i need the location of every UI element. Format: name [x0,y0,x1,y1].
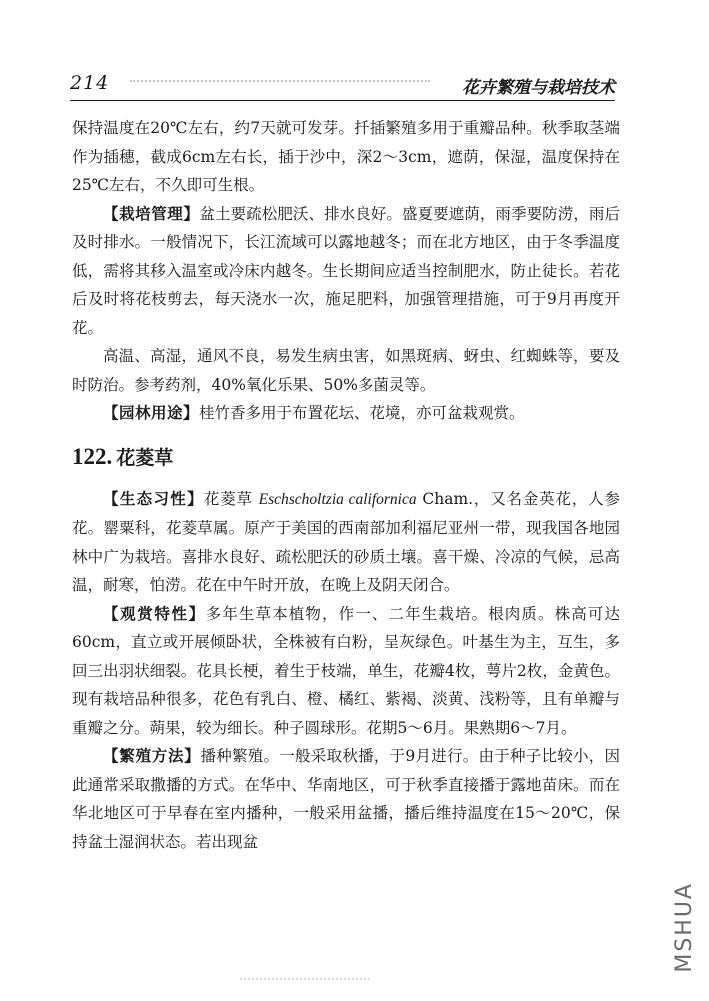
landscape-text: 桂竹香多用于布置花坛、花境，亦可盆栽观赏。 [199,404,525,422]
cultivation-paragraph [72,200,620,343]
ecology-text-before-latin: 花菱草 [203,489,253,508]
ornamental-label: 【观赏特性】 [103,604,206,623]
landscape-paragraph [72,399,620,428]
page-body [72,114,620,856]
intro-paragraph: 保持温度在20℃左右，约7天就可发芽。扦插繁殖多用于重瓣品种。秋季取茎端作为插穗，截成6cm左右长，插于沙中，深2～3cm，遮荫，保湿，温度保持在25℃左右，不久即可生根。 [72,119,620,194]
page-number: 214 [70,72,110,94]
ornamental-paragraph [72,600,620,743]
watermark: MSHUA [672,882,697,973]
propagation-text: 播种繁殖。一般采取秋播，于9月进行。由于种子比较小，因此通常采取撒播的方式。在华中、华南地区，可于秋季直接播于露地苗床。而在华北地区可于早春在室内播种，一般采用盆播，播后维持温度在15～20℃，保持盆土湿润状态。若出现盆 [72,747,620,851]
landscape-label: 【园林用途】 [103,404,200,422]
ecology-paragraph [72,485,620,600]
pest-paragraph: 高温、高湿，通风不良，易发生病虫害，如黑斑病、蚜虫、红蜘蛛等，要及时防治。参考药剂，40%氧化乐果、50%多菌灵等。 [72,347,620,394]
ecology-latin-name: Eschscholtzia californica [258,490,417,508]
section-name: 花菱草 [116,446,174,469]
section-heading [72,442,620,473]
cultivation-label: 【栽培管理】 [103,204,200,223]
book-title: 花卉繁殖与栽培技术 [462,78,615,98]
bottom-scan-dots [240,978,370,980]
ecology-label: 【生态习性】 [103,489,204,508]
running-header [70,72,615,96]
ecology-text-after: ，又名金英花，人参花。罂粟科，花菱草属。原产于美国的西南部加利福尼亚州一带，现我国各地园林中广为栽培。喜排水良好、疏松肥沃的砂质土壤。喜干燥、冷凉的气候，忌高温，耐寒，怕涝。花在中午时开放，在晚上及阴天闭合。 [72,489,620,594]
header-dotted-rule [130,80,430,88]
ornamental-text: 多年生草本植物，作一、二年生栽培。根肉质。株高可达60cm，直立或开展倾卧状，全株被有白粉，呈灰绿色。叶基生为主，互生，多回三出羽状细裂。花具长梗，着生于枝端，单生，花瓣4枚，萼片2枚，金黄色。现有栽培品种很多，花色有乳白、橙、橘红、紫褐、淡黄、浅粉等，且有单瓣与重瓣之分。蒴果，较为细长。种子圆球形。花期5～6月。果熟期6～7月。 [72,604,620,737]
propagation-label: 【繁殖方法】 [103,747,201,765]
section-number: 122. [72,443,113,469]
header-rule [70,100,615,101]
cultivation-text: 盆土要疏松肥沃、排水良好。盛夏要遮荫，雨季要防涝，雨后及时排水。一般情况下，长江流域可以露地越冬；而在北方地区，由于冬季温度低，需将其移入温室或冷床内越冬。生长期间应适当控制肥水，防止徒长。若花后及时将花枝剪去，每天浇水一次，施足肥料，加强管理措施，可于9月再度开花。 [72,204,620,337]
ecology-authority: Cham. [422,489,474,508]
propagation-paragraph [72,742,620,856]
